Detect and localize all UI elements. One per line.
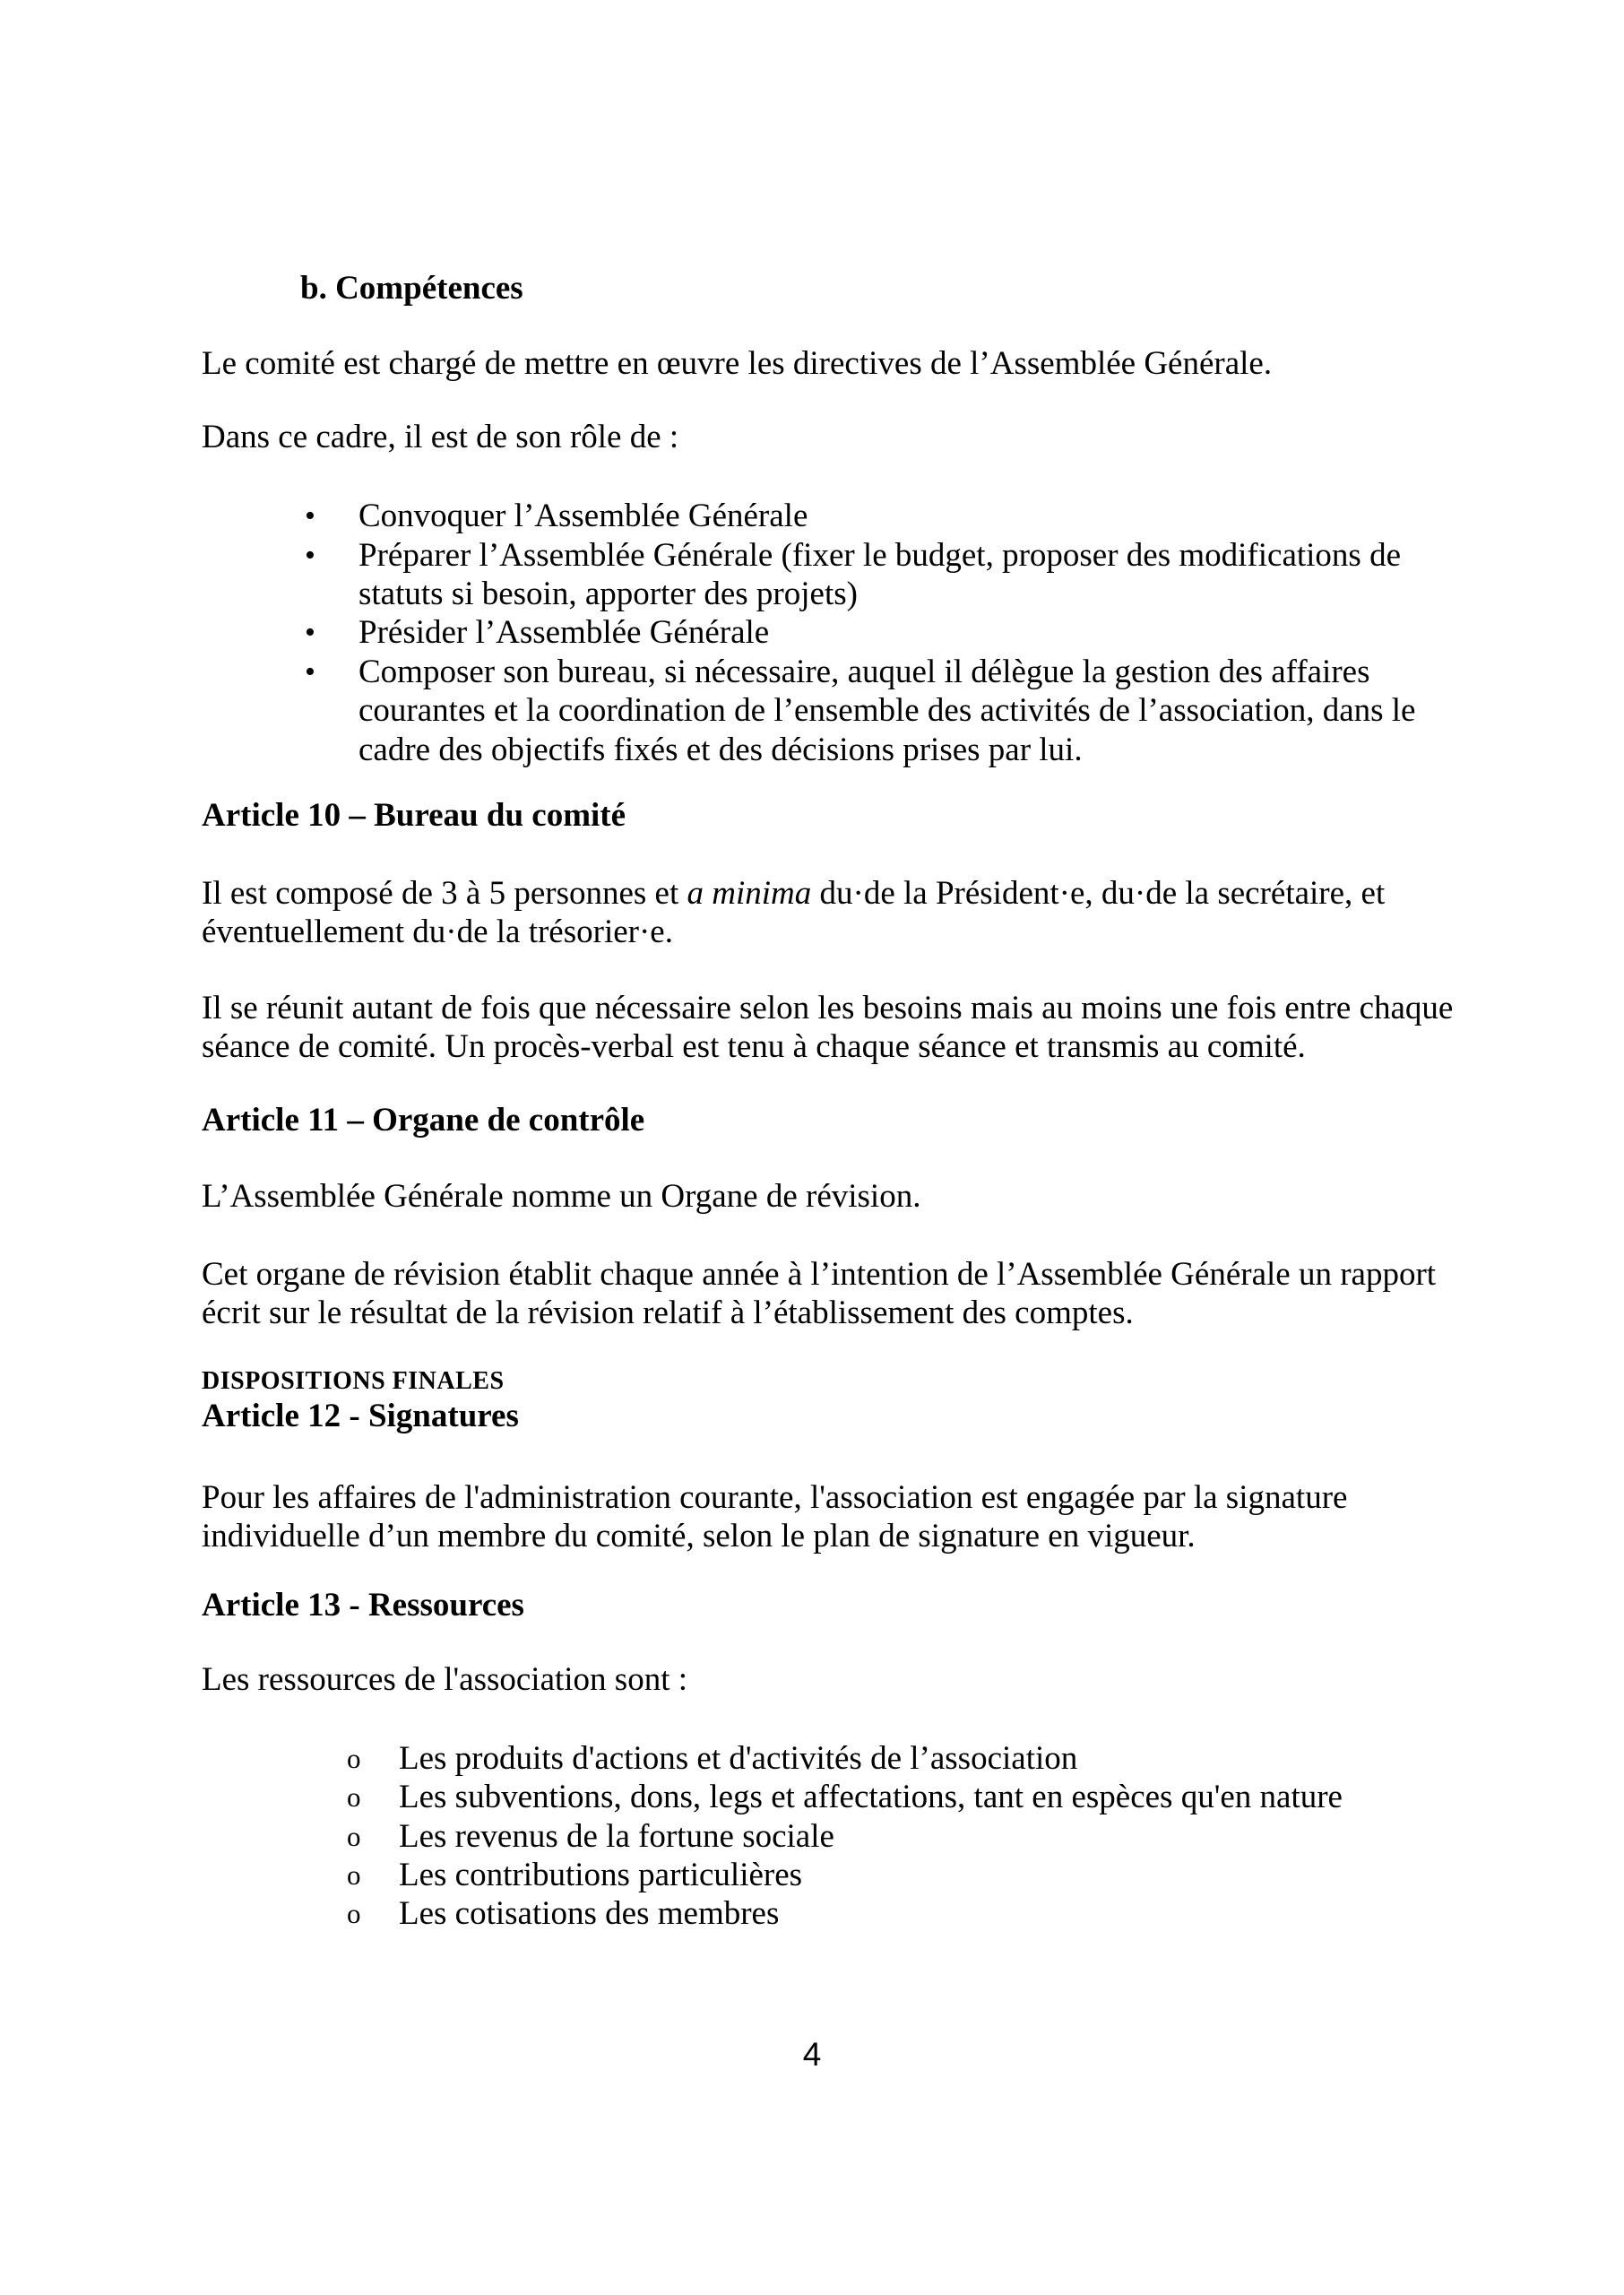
article-10-paragraph2-line2: séance de comité. Un procès-verbal est tenu à chaque séance et transmis au comité.	[202, 1028, 1306, 1065]
text-run: Il est composé de 3 à 5 personnes et	[202, 875, 687, 912]
article-10-paragraph1-line1	[202, 874, 1385, 913]
bullet-item-composer-line3: cadre des objectifs fixés et des décisions prises par lui.	[358, 732, 1083, 768]
page-number: 4	[802, 2036, 822, 2073]
article-10-paragraph2-line1: Il se réunit autant de fois que nécessaire selon les besoins mais au moins une fois entre chaque	[202, 990, 1454, 1026]
section-heading-competences: b. Compétences	[300, 270, 523, 307]
article-10-paragraph1-line2: éventuellement du·de la trésorier·e.	[202, 914, 673, 950]
bullet-item-preparer-line2: statuts si besoin, apporter des projets)	[358, 576, 858, 612]
dispositions-finales-heading: DISPOSITIONS FINALES	[202, 1367, 505, 1395]
o-bullet-icon: o	[347, 1781, 361, 1813]
resource-item-contributions: Les contributions particulières	[399, 1857, 803, 1893]
article-11-heading: Article 11 – Organe de contrôle	[202, 1102, 645, 1139]
text-run: du·de la Président·e, du·de la secrétaire, et	[811, 875, 1386, 912]
bullet-icon: •	[305, 539, 315, 572]
resource-item-revenus: Les revenus de la fortune sociale	[399, 1818, 834, 1855]
o-bullet-icon: o	[347, 1821, 361, 1852]
resource-item-cotisations: Les cotisations des membres	[399, 1895, 780, 1932]
italic-a-minima: a minima	[687, 875, 812, 912]
o-bullet-icon: o	[347, 1898, 361, 1929]
article-10-heading: Article 10 – Bureau du comité	[202, 797, 626, 834]
bullet-item-composer-line2: courantes et la coordination de l’ensemble des activités de l’association, dans le	[358, 692, 1416, 729]
bullet-icon: •	[305, 616, 315, 649]
resource-item-subventions: Les subventions, dons, legs et affectations, tant en espèces qu'en nature	[399, 1779, 1343, 1815]
article-13-intro: Les ressources de l'association sont :	[202, 1661, 688, 1698]
bullet-item-preparer-line1: Préparer l’Assemblée Générale (fixer le budget, proposer des modifications de	[358, 537, 1402, 574]
o-bullet-icon: o	[347, 1743, 361, 1774]
article-12-heading: Article 12 - Signatures	[202, 1398, 519, 1434]
bullet-icon: •	[305, 655, 315, 688]
resource-item-produits: Les produits d'actions et d'activités de l’association	[399, 1740, 1078, 1777]
o-bullet-icon: o	[347, 1859, 361, 1891]
paragraph-intro: Le comité est chargé de mettre en œuvre les directives de l’Assemblée Générale.	[202, 345, 1273, 382]
bullet-item-convoquer: Convoquer l’Assemblée Générale	[358, 498, 808, 534]
article-11-paragraph2-line1: Cet organe de révision établit chaque année à l’intention de l’Assemblée Générale un rapport	[202, 1256, 1437, 1293]
article-12-paragraph-line2: individuelle d’un membre du comité, selon le plan de signature en vigueur.	[202, 1518, 1196, 1555]
article-11-paragraph2-line2: écrit sur le résultat de la révision relatif à l’établissement des comptes.	[202, 1295, 1134, 1331]
article-11-paragraph1: L’Assemblée Générale nomme un Organe de révision.	[202, 1178, 921, 1215]
bullet-icon: •	[305, 499, 315, 533]
bullet-item-presider: Présider l’Assemblée Générale	[358, 614, 770, 651]
article-12-paragraph-line1: Pour les affaires de l'administration courante, l'association est engagée par la signature	[202, 1479, 1348, 1516]
bullet-item-composer-line1: Composer son bureau, si nécessaire, auquel il délègue la gestion des affaires	[358, 654, 1370, 690]
paragraph-role-intro: Dans ce cadre, il est de son rôle de :	[202, 419, 679, 455]
article-13-heading: Article 13 - Ressources	[202, 1587, 524, 1624]
